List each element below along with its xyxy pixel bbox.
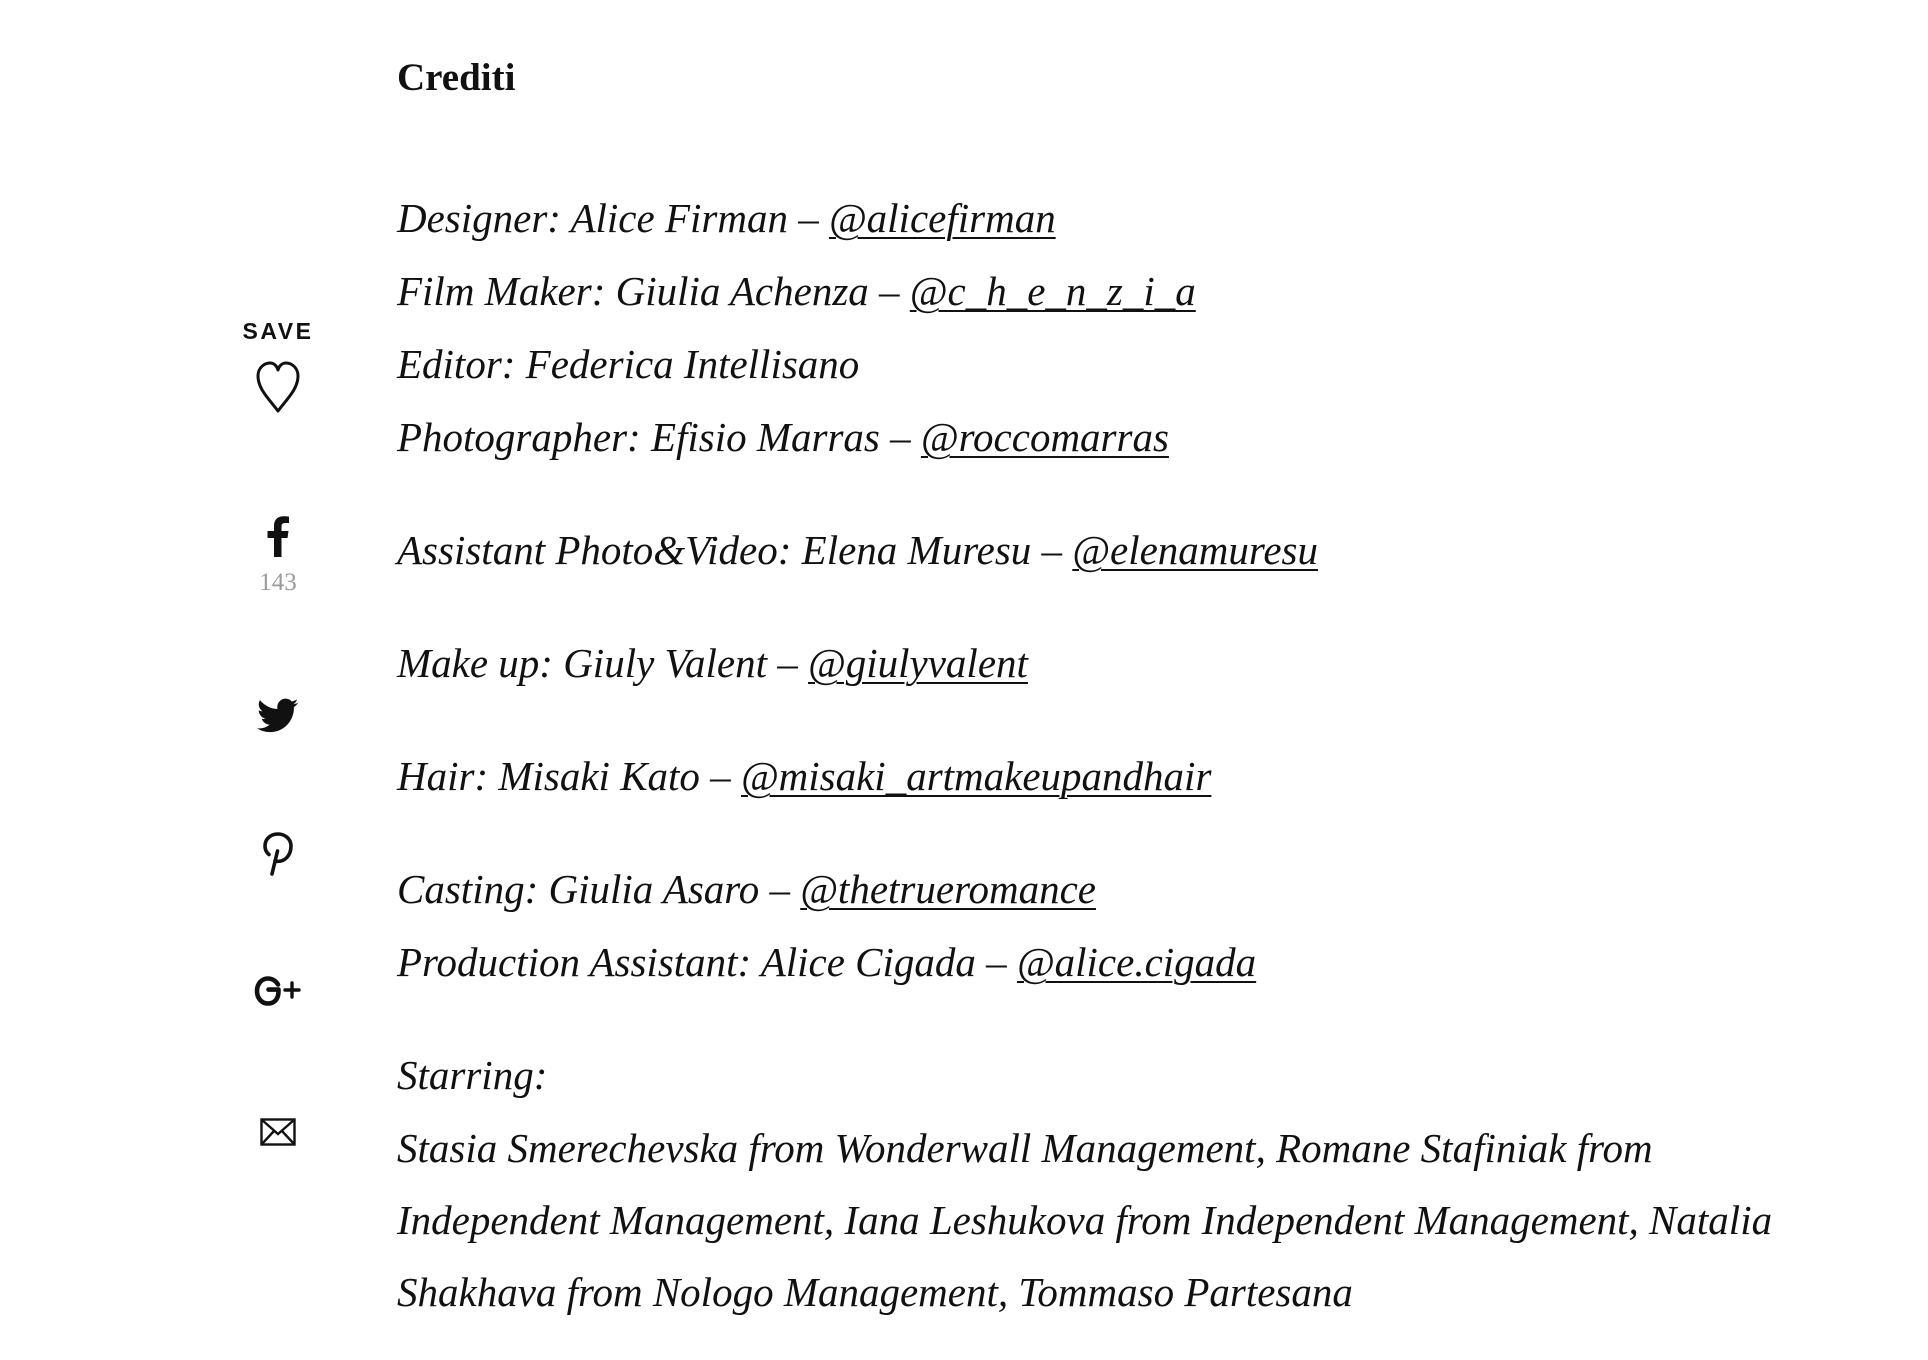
share-rail	[230, 0, 326, 1360]
mail-icon	[260, 1118, 296, 1146]
starring-label: Starring:	[397, 1052, 548, 1098]
save-button[interactable]	[230, 318, 326, 413]
credit-line	[397, 192, 1056, 244]
credits-section	[397, 52, 1797, 1315]
credit-role: Make up: Giuly Valent –	[397, 640, 809, 686]
twitter-icon	[257, 698, 299, 734]
credit-line	[397, 750, 1211, 802]
credit-handle-link[interactable]: @giulyvalent	[808, 640, 1028, 686]
credit-handle-link[interactable]: @c_h_e_n_z_i_a	[909, 268, 1196, 314]
credit-handle-link[interactable]: @elenamuresu	[1072, 527, 1318, 573]
pinterest-icon	[262, 832, 294, 876]
credit-role: Production Assistant: Alice Cigada –	[397, 939, 1017, 985]
credit-line	[397, 265, 1196, 317]
credit-role: Hair: Misaki Kato –	[397, 753, 741, 799]
credit-role: Film Maker: Giulia Achenza –	[397, 268, 910, 314]
google-plus-share-button[interactable]	[230, 975, 326, 1007]
credit-line	[397, 338, 859, 390]
facebook-icon	[266, 515, 290, 557]
credit-role: Editor: Federica Intellisano	[397, 341, 860, 387]
facebook-share-count: 143	[259, 569, 297, 596]
credit-role: Assistant Photo&Video: Elena Muresu –	[397, 527, 1073, 573]
credit-line	[397, 524, 1318, 576]
credits-title: Crediti	[397, 56, 516, 99]
credit-role: Designer: Alice Firman –	[397, 195, 829, 241]
credit-line	[397, 637, 1028, 689]
credit-role: Photographer: Efisio Marras –	[397, 414, 921, 460]
twitter-share-button[interactable]	[230, 698, 326, 734]
credit-role: Casting: Giulia Asaro –	[397, 866, 801, 912]
email-share-button[interactable]	[230, 1118, 326, 1146]
credit-handle-link[interactable]: @alice.cigada	[1016, 939, 1257, 985]
google-plus-icon	[254, 975, 302, 1007]
credit-line	[397, 863, 1096, 915]
facebook-share-button[interactable]	[230, 515, 326, 597]
credit-line	[397, 411, 1169, 463]
credit-handle-link[interactable]: @alicefirman	[828, 195, 1056, 241]
starring-names: Stasia Smerechevska from Wonderwall Management, Romane Stafiniak from Independent Management, Iana Leshukova from Independent Management, Natalia Shakhava from Nologo Management, Tommaso Partesana	[397, 1125, 1773, 1315]
credit-handle-link[interactable]: @thetrueromance	[800, 866, 1097, 912]
credit-line	[397, 936, 1256, 988]
pinterest-share-button[interactable]	[230, 832, 326, 876]
heart-icon	[255, 361, 301, 413]
save-label: SAVE	[242, 318, 314, 344]
credit-handle-link[interactable]: @roccomarras	[920, 414, 1169, 460]
credit-handle-link[interactable]: @misaki_artmakeupandhair	[740, 753, 1212, 799]
